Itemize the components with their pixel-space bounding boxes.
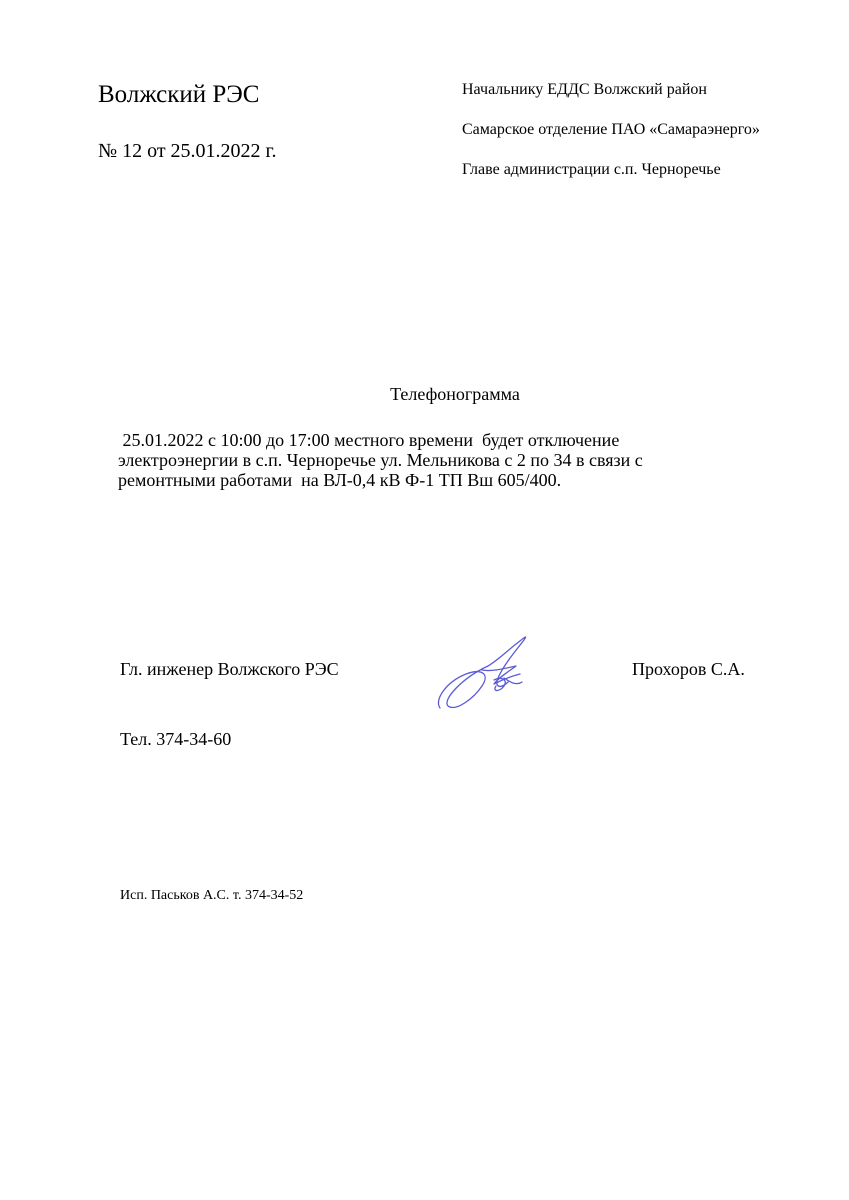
document-title: Телефонограмма	[390, 384, 520, 404]
document-number: № 12 от 25.01.2022 г.	[98, 140, 277, 162]
organization-name: Волжский РЭС	[98, 81, 260, 108]
body-line: электроэнергии в с.п. Черноречье ул. Мельникова с 2 по 34 в связи с	[118, 450, 643, 470]
body-line: 25.01.2022 с 10:00 до 17:00 местного времени будет отключение	[118, 430, 620, 450]
phone-number: Тел. 374-34-60	[120, 729, 232, 749]
signatory-name: Прохоров С.А.	[632, 659, 745, 679]
handwritten-signature	[432, 630, 552, 720]
addressee-edds: Начальнику ЕДДС Волжский район	[462, 81, 707, 98]
addressee-administration: Главе администрации с.п. Черноречье	[462, 161, 721, 178]
body-line: ремонтными работами на ВЛ-0,4 кВ Ф-1 ТП Вш 605/400.	[118, 470, 562, 490]
signatory-position: Гл. инженер Волжского РЭС	[120, 659, 339, 679]
addressee-list	[462, 80, 760, 200]
executor-line: Исп. Паськов А.С. т. 374-34-52	[120, 888, 304, 903]
addressee-samaraenergo: Самарское отделение ПАО «Самараэнерго»	[462, 121, 760, 138]
document-body	[118, 430, 738, 490]
